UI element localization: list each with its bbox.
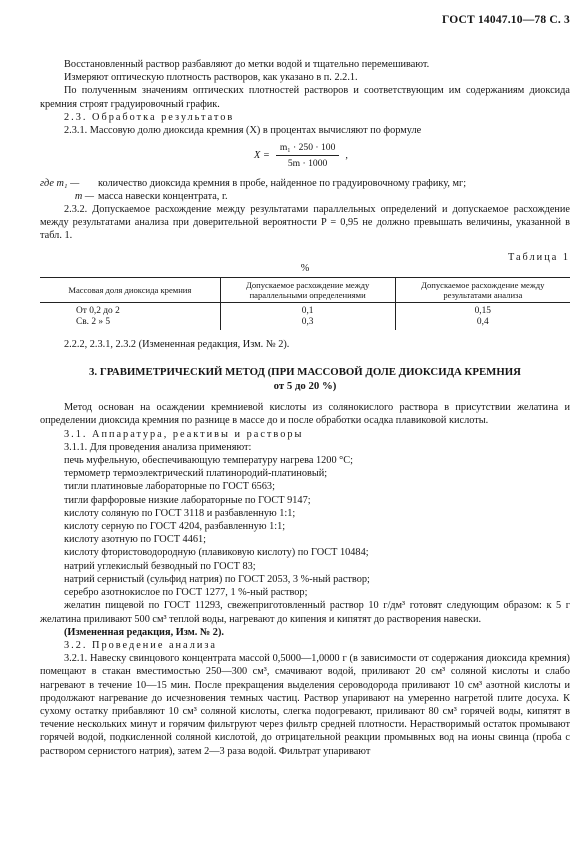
section-heading: 3.1. Аппаратура, реактивы и растворы [64,428,304,440]
definition-row [40,190,570,203]
formula-lhs: X = [254,150,270,162]
definition-symbol: где m₁ — [40,177,80,189]
paragraph: Восстановленный раствор разбавляют до метки водой и тщательно перемешивают. [64,59,430,70]
list-item: кислоту азотную по ГОСТ 4461; [64,534,207,546]
section-heading: 2.3. Обработка результатов [64,111,235,123]
definitions [40,177,570,203]
definition-symbol: m — [74,190,94,202]
list-item: натрий сернистый (сульфид натрия) по ГОСТ 2053, 3 %-ный раствор; [64,573,370,585]
paragraph: 2.3.2. Допускаемое расхождение между результатами параллельных определений и допускаемое расхождение между результатами анализа при доверительной вероятности P = 0,95 не должно превышать величины, указанной в табл. 1. [40,204,570,242]
list-item: натрий углекислый безводный по ГОСТ 83; [64,560,256,572]
list-item: печь муфельную, обеспечивающую температуру нагрева 1200 °С; [64,455,354,467]
list-item: тигли платиновые лабораторные по ГОСТ 6563; [64,481,275,493]
list-item: тигли фарфоровые низкие лабораторные по ГОСТ 9147; [64,494,311,506]
section-title-line: 3. ГРАВИМЕТРИЧЕСКИЙ МЕТОД (ПРИ МАССОВОЙ ДОЛЕ ДИОКСИДА КРЕМНИЯ [89,366,521,379]
definition-row [40,177,570,190]
table-row [40,303,570,318]
list-item: кислоту соляную по ГОСТ 3118 и разбавленную 1:1; [64,507,296,519]
table-row [40,317,570,330]
formula-fraction [276,141,340,170]
definition-text: масса навески концентрата, г. [98,190,228,202]
list-item: желатин пищевой по ГОСТ 11293, свежеприготовленный раствор 10 г/дм³ готовят следующим образом: к 5 г желатина приливают 500 см³ теплой воды, нагревают до кипения и кипятят до растворения навески. [40,600,570,625]
page-header: ГОСТ 14047.10—78 С. 3 [442,14,570,26]
section-title-line: от 5 до 20 %) [273,380,337,393]
paragraph: Метод основан на осаждении кремниевой кислоты из солянокислого раствора в присутствии желатина и определении диоксида кремния по разнице в массе до и после обработки осадка плавиковой кислоты. [40,402,570,427]
paragraph: По полученным значениям оптических плотностей растворов и соответствующим им содержаниям диоксида кремния строят градуировочный график. [40,85,570,110]
paragraph: 3.2.1. Навеску свинцового концентрата массой 0,5000—1,0000 г (в зависимости от содержания диоксида кремния) помещают в стакан вместимостью 250—300 см³, смачивают водой, приливают 20 см³ соляной кислоты и слабо нагревают в течение 10—15 мин. После прекращения выделения сероводорода приливают 10 см³ азотной кислоты и продолжают нагревание до исчезновения темных частиц. Раствор упаривают на умеренно нагретой плите досуха. К сухому остатку прибавляют 10 см³ соляной кислоты, слегка подогревают, приливают 80 см³ горячей воды, кипятят в течение нескольких минут и горячим фильтруют через фильтр средней плотности. Нерастворимый остаток промывают горячей водой, подкисленной соляной кислотой, до отрицательной реакции промывных вод на ионы свинца (проба с раствором сернистого натрия), затем 2—3 раза водой. Фильтрат упаривают [40,653,570,757]
data-table [40,277,570,330]
formula [254,141,570,170]
table-cell: 0,15 [395,303,570,318]
amendment-note: 2.2.2, 2.3.1, 2.3.2 (Измененная редакция, Изм. № 2). [64,339,290,351]
table-cell: 0,4 [395,317,570,330]
table-unit: % [300,262,310,274]
definition-text: количество диоксида кремния в пробе, найденное по градуировочному графику, мг; [98,177,467,189]
amendment-note: (Измененная редакция, Изм. № 2). [64,626,224,638]
formula-denominator: 5m · 1000 [287,158,328,170]
section-heading: 3.2. Проведение анализа [64,639,217,651]
table-cell: От 0,2 до 2 [76,306,120,317]
table-header: Допускаемое расхождение между параллельными определениями [220,278,395,303]
formula-numerator: m₁ · 250 · 100 [276,141,340,156]
table-cell: 0,3 [220,317,395,330]
paragraph: 2.3.1. Массовую долю диоксида кремния (X) в процентах вычисляют по формуле [64,125,422,137]
list-item: термометр термоэлектрический платинородий-платиновый; [64,468,328,480]
document-body [40,58,570,758]
list-item: серебро азотнокислое по ГОСТ 1277, 1 %-ный раствор; [64,587,308,599]
section-title [40,365,570,393]
table-header: Массовая доля диоксида кремния [40,278,220,303]
paragraph: Измеряют оптическую плотность растворов, как указано в п. 2.2.1. [64,72,358,84]
list-item: кислоту фтористоводородную (плавиковую кислоту) по ГОСТ 10484; [64,547,369,559]
table-caption: Таблица 1 [507,251,570,263]
equipment-list [40,454,570,626]
formula-tail: , [345,150,348,162]
table-cell: 0,1 [220,303,395,318]
list-item: кислоту серную по ГОСТ 4204, разбавленную 1:1; [64,521,286,533]
table-header: Допускаемое расхождение между результатами анализа [395,278,570,303]
paragraph: 3.1.1. Для проведения анализа применяют: [64,441,252,453]
table-cell: Св. 2 » 5 [76,317,111,328]
